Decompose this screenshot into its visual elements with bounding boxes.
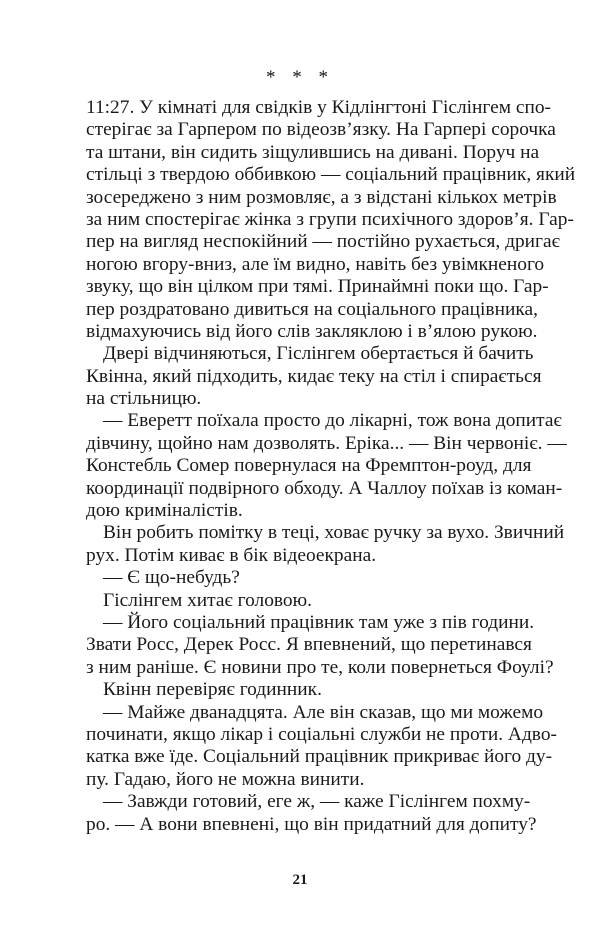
text-line: на стільницю.: [86, 388, 202, 410]
text-line: ро. — А вони впевнені, що він придатний для допиту?: [86, 813, 537, 835]
text-line: зосереджено з ним розмовляє, а з відстані кількох метрів: [86, 186, 557, 208]
body-text: [86, 97, 576, 836]
text-line: та штани, він сидить зіщулившись на дивані. Поруч на: [86, 141, 540, 163]
text-line: 11:27. У кімнаті для свідків у Кідлінгтоні Гіслінгем спо-: [86, 97, 551, 118]
text-line: звуку, що він цілком при тямі. Принаймні поки що. Гар-: [86, 276, 549, 298]
text-line: Звати Росс, Дерек Росс. Я впевнений, що перетинався: [86, 634, 532, 656]
text-line: дівчину, щойно нам дозволять. Еріка... — Він червоніє. —: [86, 432, 567, 454]
paragraph: [86, 97, 576, 343]
text-line: за ним спостерігає жінка з групи психічного здоров’я. Гар-: [86, 208, 574, 230]
text-line: рух. Потім киває в бік відеоекрана.: [86, 544, 377, 566]
text-line: відмахуючись від його слів закляклою і в’ялою рукою.: [86, 320, 538, 342]
paragraph: [86, 343, 542, 410]
paragraph: [86, 410, 567, 522]
paragraph: [86, 791, 537, 836]
text-line: з ним раніше. Є новини про те, коли повернеться Фоулі?: [86, 656, 554, 678]
text-line: — Завжди готовий, еге ж, — каже Гіслінгем похму-: [103, 791, 531, 813]
text-line: стільці з твердою оббивкою — соціальний працівник, який: [86, 164, 576, 186]
text-line: пу. Гадаю, його не можна винити.: [86, 768, 365, 790]
text-line: Гіслінгем хитає головою.: [103, 589, 312, 611]
text-line: — Еверетт поїхала просто до лікарні, тож вона допитає: [103, 410, 562, 432]
text-line: — Майже дванадцята. Але він сказав, що ми можемо: [103, 701, 544, 723]
paragraph: [86, 590, 529, 612]
text-line: координації подвірного обходу. А Чаллоу поїхав із коман-: [86, 477, 563, 499]
paragraph: [86, 522, 565, 567]
text-line: ногою вгору-вниз, але їм видно, навіть без увімкненого: [86, 253, 545, 275]
text-line: починати, якщо лікар і соціальні служби не проти. Адво-: [86, 723, 557, 745]
text-line: пер роздратовано дивиться на соціального працівника,: [86, 298, 538, 320]
paragraph: [86, 611, 554, 679]
text-line: стерігає за Гарпером по відеозв’язку. На Гарпері сорочка: [86, 119, 556, 141]
text-line: — Є що-небудь?: [103, 567, 240, 589]
page-number: 21: [292, 872, 308, 888]
text-line: Двері відчиняються, Гіслінгем обертається й бачить: [103, 343, 534, 365]
text-line: Він робить помітку в теці, ховає ручку за вухо. Звичний: [103, 522, 565, 544]
text-line: Квінна, який підходить, кидає теку на стіл і спирається: [86, 365, 542, 387]
text-line: катка вже їде. Соціальний працівник прикриває його ду-: [86, 746, 553, 768]
text-line: пер на вигляд неспокійний — постійно рухається, дригає: [86, 231, 560, 253]
text-line: Квінн перевіряє годинник.: [103, 679, 322, 701]
section-separator: * * *: [266, 67, 334, 88]
paragraph: [86, 679, 529, 701]
paragraph: [86, 701, 557, 792]
text-line: — Його соціальний працівник там уже з пів години.: [103, 611, 535, 633]
paragraph: [86, 567, 529, 589]
text-line: дою криміналістів.: [86, 500, 243, 522]
text-line: Констебль Сомер повернулася на Фремптон-роуд, для: [86, 455, 532, 477]
